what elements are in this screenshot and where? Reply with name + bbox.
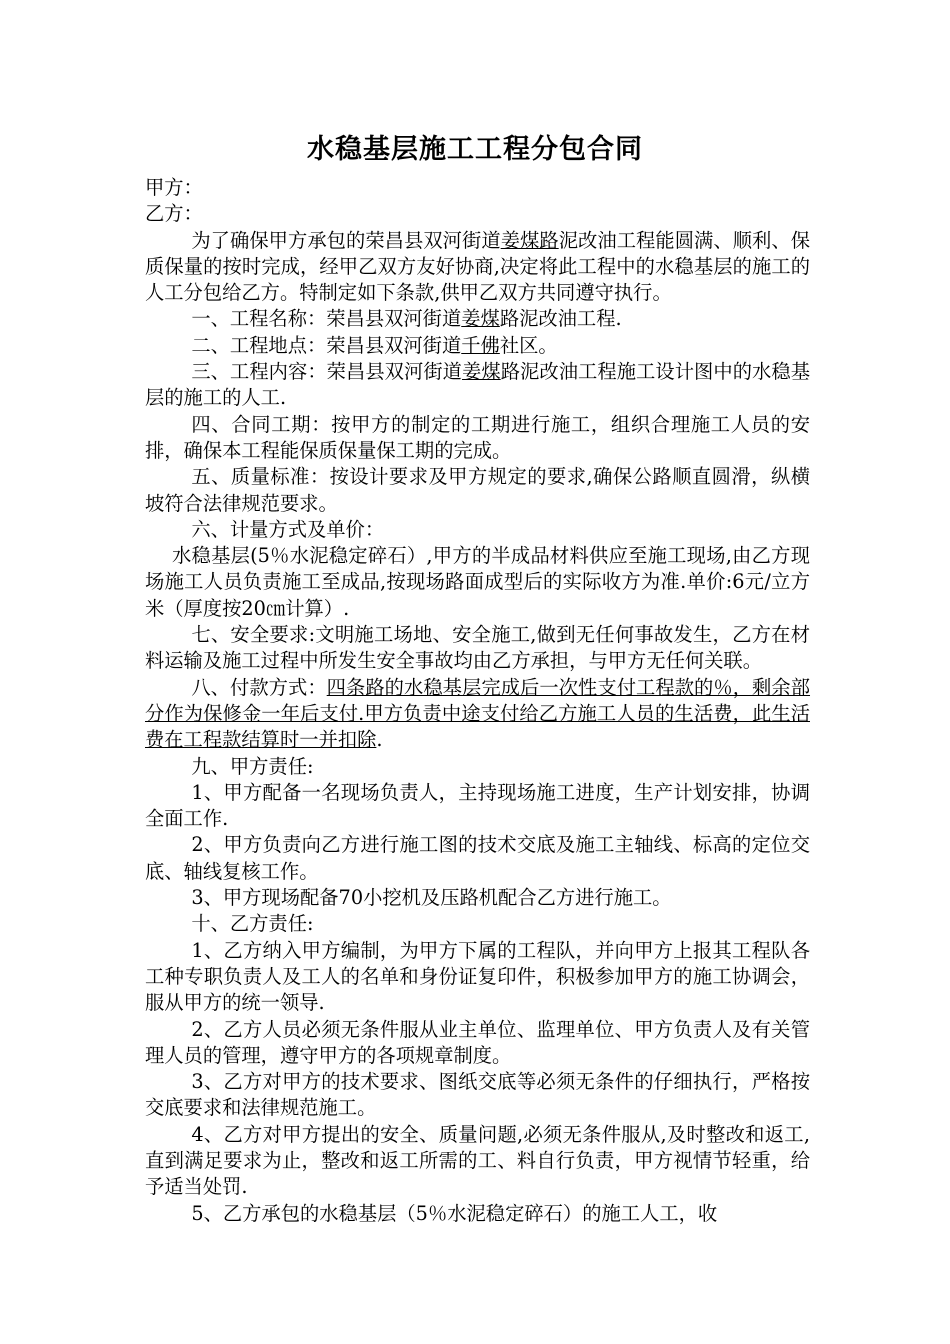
s1-text-1: 一、工程名称：荣昌县双河街道 [191,307,462,331]
section-8-payment [145,675,810,754]
section-10-item-2: 2、乙方人员必须无条件服从业主单位、监理单位、甲方负责人及有关管理人员的管理，遵守甲方的各项规章制度。 [145,1017,810,1067]
document-title: 水稳基层施工工程分包合同 [307,134,643,165]
s1-road-name: 姜煤 [461,307,500,331]
intro-text-1: 为了确保甲方承包的荣昌县双河街道 [191,228,501,252]
intro-paragraph [145,228,810,307]
section-6-body: 水稳基层(5％水泥稳定碎石）,甲方的半成品材料供应至施工现场,由乙方现场施工人员负责施工至成品,按现场路面成型后的实际收方为准.单价:6元/立方米（厚度按20㎝计算）. [145,544,810,620]
section-5-quality-standard: 五、质量标准：按设计要求及甲方规定的要求,确保公路顺直圆滑，纵横坡符合法律规范要求。 [145,465,810,515]
section-2-project-location [145,333,810,359]
section-9-item-2: 2、甲方负责向乙方进行施工图的技术交底及施工主轴线、标高的定位交底、轴线复核工作。 [145,833,810,883]
section-1-project-name [145,306,810,332]
section-10-item-1: 1、乙方纳入甲方编制，为甲方下属的工程队，并向甲方上报其工程队各工种专职负责人及工人的名单和身份证复印件，积极参加甲方的施工协调会，服从甲方的统一领导. [145,938,810,1015]
party-a-line: 甲方： [145,176,203,199]
section-10-item-3: 3、乙方对甲方的技术要求、图纸交底等必须无条件的仔细执行，严格按交底要求和法律规范施工。 [145,1070,810,1120]
s8-text-2: . [376,728,383,752]
s3-road-name: 姜煤 [462,360,501,384]
party-b-line: 乙方： [145,202,203,226]
s8-payment-terms: 四条路的水稳基层完成后一次性支付工程款的％，剩余部分作为保修金一年后支付.甲方负责中途支付给乙方施工人员的生活费，此生活费在工程款结算时一并扣除 [145,675,811,752]
intro-road-name: 姜煤路 [500,228,559,252]
section-10-heading: 十、乙方责任: [191,912,314,936]
section-3-project-content [145,359,810,412]
intro-text-2: 泥改油工程能圆满、顺利、保质保量的按时完成，经甲乙双方友好协商,决定将此工程中的水稳基层的施工的人工分包给乙方。特制定如下条款,供甲乙双方共同遵守执行。 [145,228,811,305]
s1-text-2: 路泥改油工程. [499,307,622,331]
section-10-item-4: 4、乙方对甲方提出的安全、质量问题,必须无条件服从,及时整改和返工,直到满足要求为止，整改和返工所需的工、料自行负责，甲方视情节轻重，给予适当处罚. [145,1122,810,1199]
s2-community-name: 千佛 [461,333,500,357]
s2-text-2: 社区。 [499,333,558,357]
s3-text-2: 路泥改油工程施工设计图中的水稳基层的施工的人工. [145,360,811,410]
s3-text-1: 三、工程内容：荣昌县双河街道 [191,360,463,384]
section-9-item-1: 1、甲方配备一名现场负责人，主持现场施工进度，生产计划安排，协调全面工作. [145,780,810,831]
s2-text-1: 二、工程地点：荣昌县双河街道 [191,333,462,357]
s8-text-1: 八、付款方式： [191,675,327,699]
section-10-item-5: 5、乙方承包的水稳基层（5％水泥稳定碎石）的施工人工，收 [191,1201,718,1225]
section-7-safety: 七、安全要求:文明施工场地、安全施工,做到无任何事故发生，乙方在材料运输及施工过程中所发生安全事故均由乙方承担，与甲方无任何关联。 [145,623,810,673]
section-4-contract-period: 四、合同工期：按甲方的制定的工期进行施工，组织合理施工人员的安排，确保本工程能保质保量保工期的完成。 [145,412,810,462]
section-6-heading: 六、计量方式及单价： [191,517,385,541]
contract-body [145,175,810,1227]
section-9-item-3: 3、甲方现场配备70小挖机及压路机配合乙方进行施工。 [191,886,672,910]
section-9-heading: 九、甲方责任: [191,754,314,778]
